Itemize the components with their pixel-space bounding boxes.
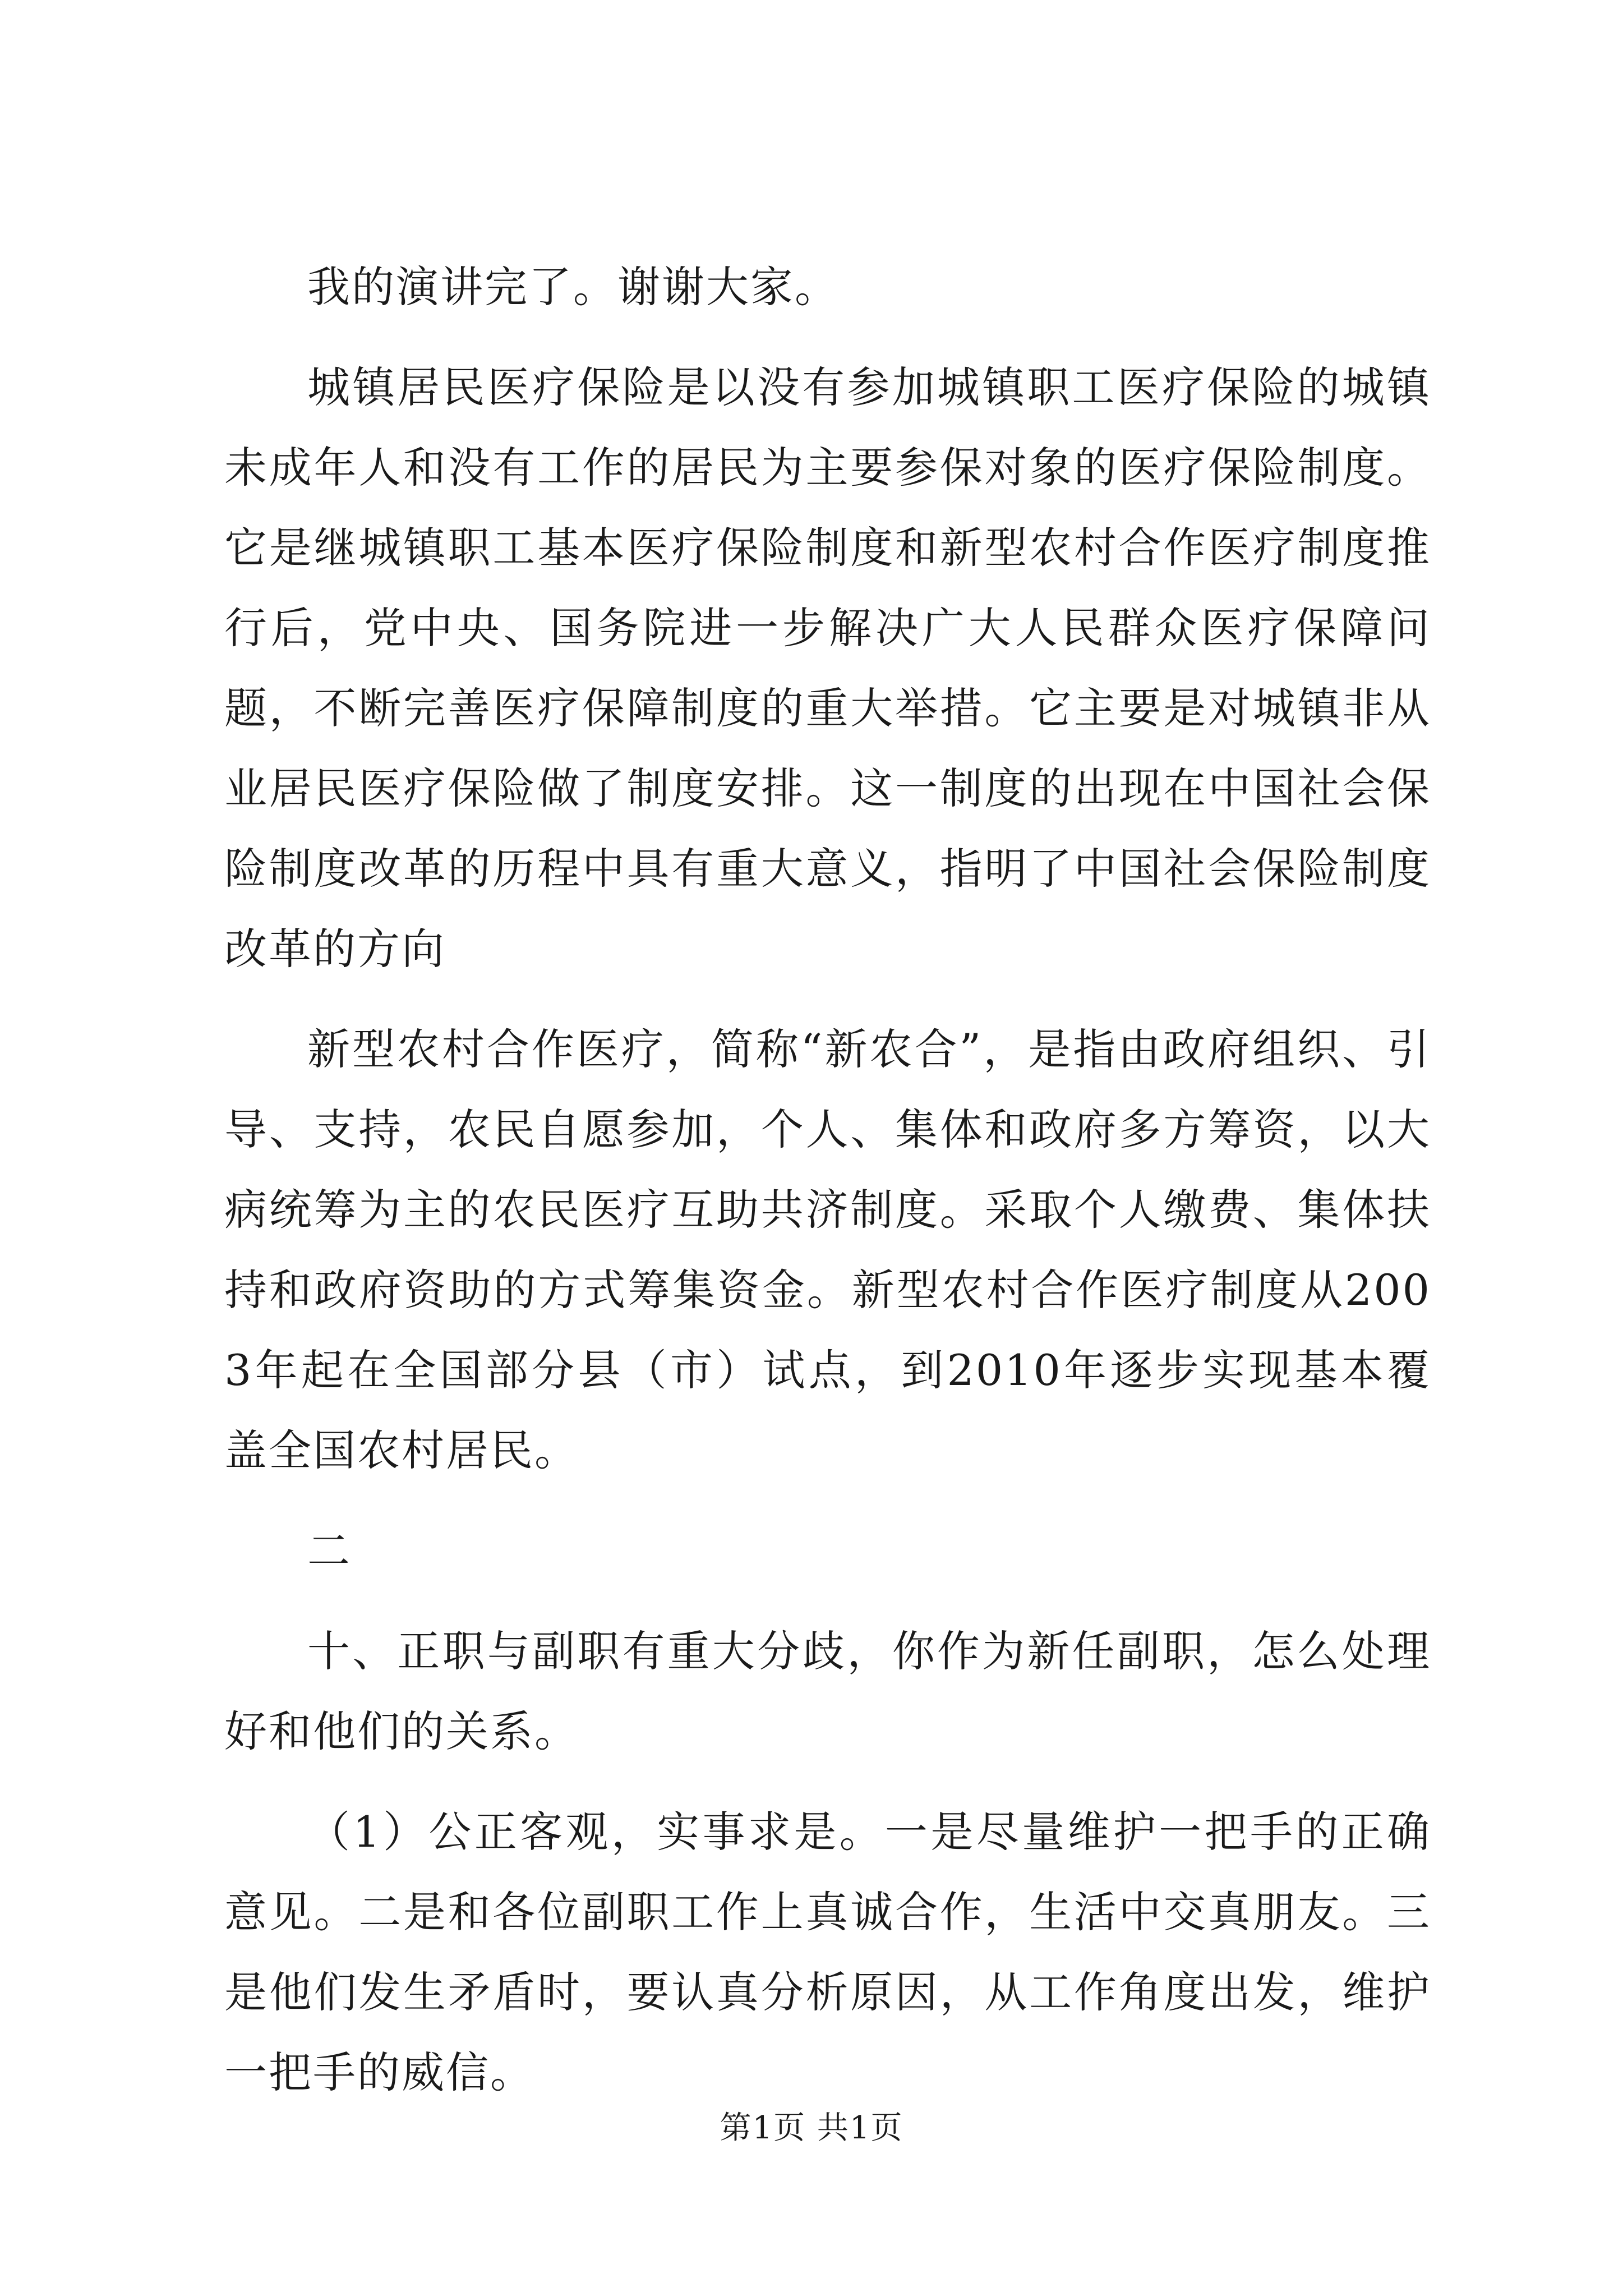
paragraph-closing-remark: 我的演讲完了。谢谢大家。 (307, 262, 839, 312)
section-heading: 二 (307, 1526, 352, 1576)
page-footer: 第1页 共1页 (720, 2110, 903, 2146)
paragraph-urban-resident-insurance: 城镇居民医疗保险是以没有参加城镇职工医疗保险的城镇未成年人和没有工作的居民为主要参保对象的医疗保险制度。它是继城镇职工基本医疗保险制度和新型农村合作医疗制度推行后，党中央、国务院进一步解决广大人民群众医疗保障问题，不断完善医疗保障制度的重大举措。它主要是对城镇非从业居民医疗保险做了制度安排。这一制度的出现在中国社会保险制度改革的历程中具有重大意义，指明了中国社会保险制度改革的方向 (224, 362, 1431, 974)
answer-point-one: （1）公正客观，实事求是。一是尽量维护一把手的正确意见。二是和各位副职工作上真诚合作，生活中交真朋友。三是他们发生矛盾时，要认真分析原因，从工作角度出发，维护一把手的威信。 (224, 1807, 1431, 2097)
paragraph-new-rural-cooperative: 新型农村合作医疗，简称“新农合”，是指由政府组织、引导、支持，农民自愿参加，个人、集体和政府多方筹资，以大病统筹为主的农民医疗互助共济制度。采取个人缴费、集体扶持和政府资助的方式筹集资金。新型农村合作医疗制度从2003年起在全国部分县（市）试点，到2010年逐步实现基本覆盖全国农村居民。 (224, 1024, 1431, 1475)
question-ten: 十、正职与副职有重大分歧，你作为新任副职，怎么处理好和他们的关系。 (224, 1626, 1431, 1756)
document-body (224, 247, 1431, 2133)
